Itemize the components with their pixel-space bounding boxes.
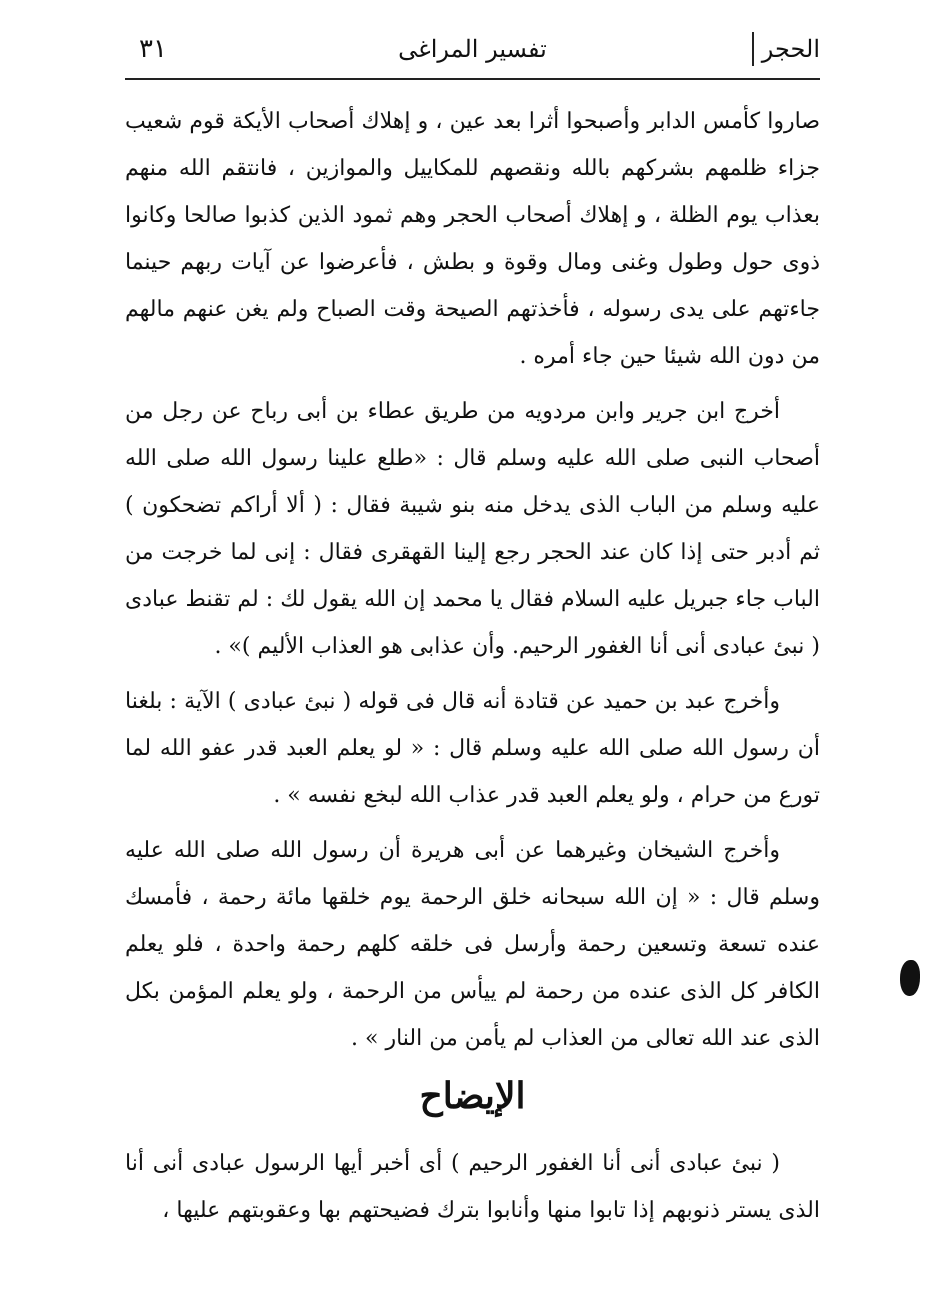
main-text	[125, 98, 820, 1070]
header-rule	[125, 78, 820, 80]
page-header	[125, 32, 820, 82]
paragraph: وأخرج الشيخان وغيرهما عن أبى هريرة أن رسول الله صلى الله عليه وسلم قال : « إن الله سبحانه خلق الرحمة يوم خلقها مائة رحمة ، فأمسك عنده تسعة وتسعين رحمة وأرسل فى خلقه كلهم رحمة واحدة ، فلو يعلم الكافر كل الذى عنده من رحمة لم ييأس من الرحمة ، ولو يعلم المؤمن بكل الذى عند الله تعالى من العذاب لم يأمن من النار » .	[125, 838, 820, 1051]
paragraph: وأخرج عبد بن حميد عن قتادة أنه قال فى قوله ( نبئ عبادى ) الآية : بلغنا أن رسول الله صلى الله عليه وسلم قال : « لو يعلم العبد قدر عفو الله لما تورع من حرام ، ولو يعلم العبد قدر عذاب الله لبخع نفسه » .	[125, 689, 820, 808]
section-heading: الإيضاح	[419, 1075, 526, 1117]
book-title: تفسير المراغى	[398, 35, 547, 63]
page-number: ٣١	[139, 34, 167, 64]
chapter-name: الحجر	[752, 32, 820, 66]
ink-blot-mark	[900, 960, 920, 996]
paragraph: صاروا كأمس الدابر وأصبحوا أثرا بعد عين ، و إهلاك أصحاب الأيكة قوم شعيب جزاء ظلمهم بشركهم بالله ونقصهم للمكاييل والموازين ، فانتقم الله منهم بعذاب يوم الظلة ، و إهلاك أصحاب الحجر وهم ثمود الذين كذبوا صالحا وكانوا ذوى حول وطول وغنى ومال وقوة و بطش ، فأعرضوا عن آيات ربهم حينما جاءتهم على يدى رسوله ، فأخذتهم الصيحة وقت الصباح ولم يغن عنهم مالهم من دون الله شيئا حين جاء أمره .	[125, 109, 820, 369]
paragraph: ( نبئ عبادى أنى أنا الغفور الرحيم ) أى أخبر أيها الرسول عبادى أنى أنا الذى يستر ذنوبهم إذا تابوا منها وأنابوا بترك فضيحتهم بها وعقوبتهم عليها ،	[125, 1151, 820, 1223]
section-text	[125, 1140, 820, 1242]
paragraph: أخرج ابن جرير وابن مردويه من طريق عطاء بن أبى رباح عن رجل من أصحاب النبى صلى الله عليه وسلم قال : «طلع علينا رسول الله صلى الله عليه وسلم من الباب الذى يدخل منه بنو شيبة فقال : ( ألا أراكم تضحكون ) ثم أدبر حتى إذا كان عند الحجر رجع إلينا القهقرى فقال : إنى لما خرجت من الباب جاء جبريل عليه السلام فقال يا محمد إن الله يقول لك : لم تقنط عبادى ( نبئ عبادى أنى أنا الغفور الرحيم. وأن عذابى هو العذاب الأليم )» .	[125, 399, 820, 659]
